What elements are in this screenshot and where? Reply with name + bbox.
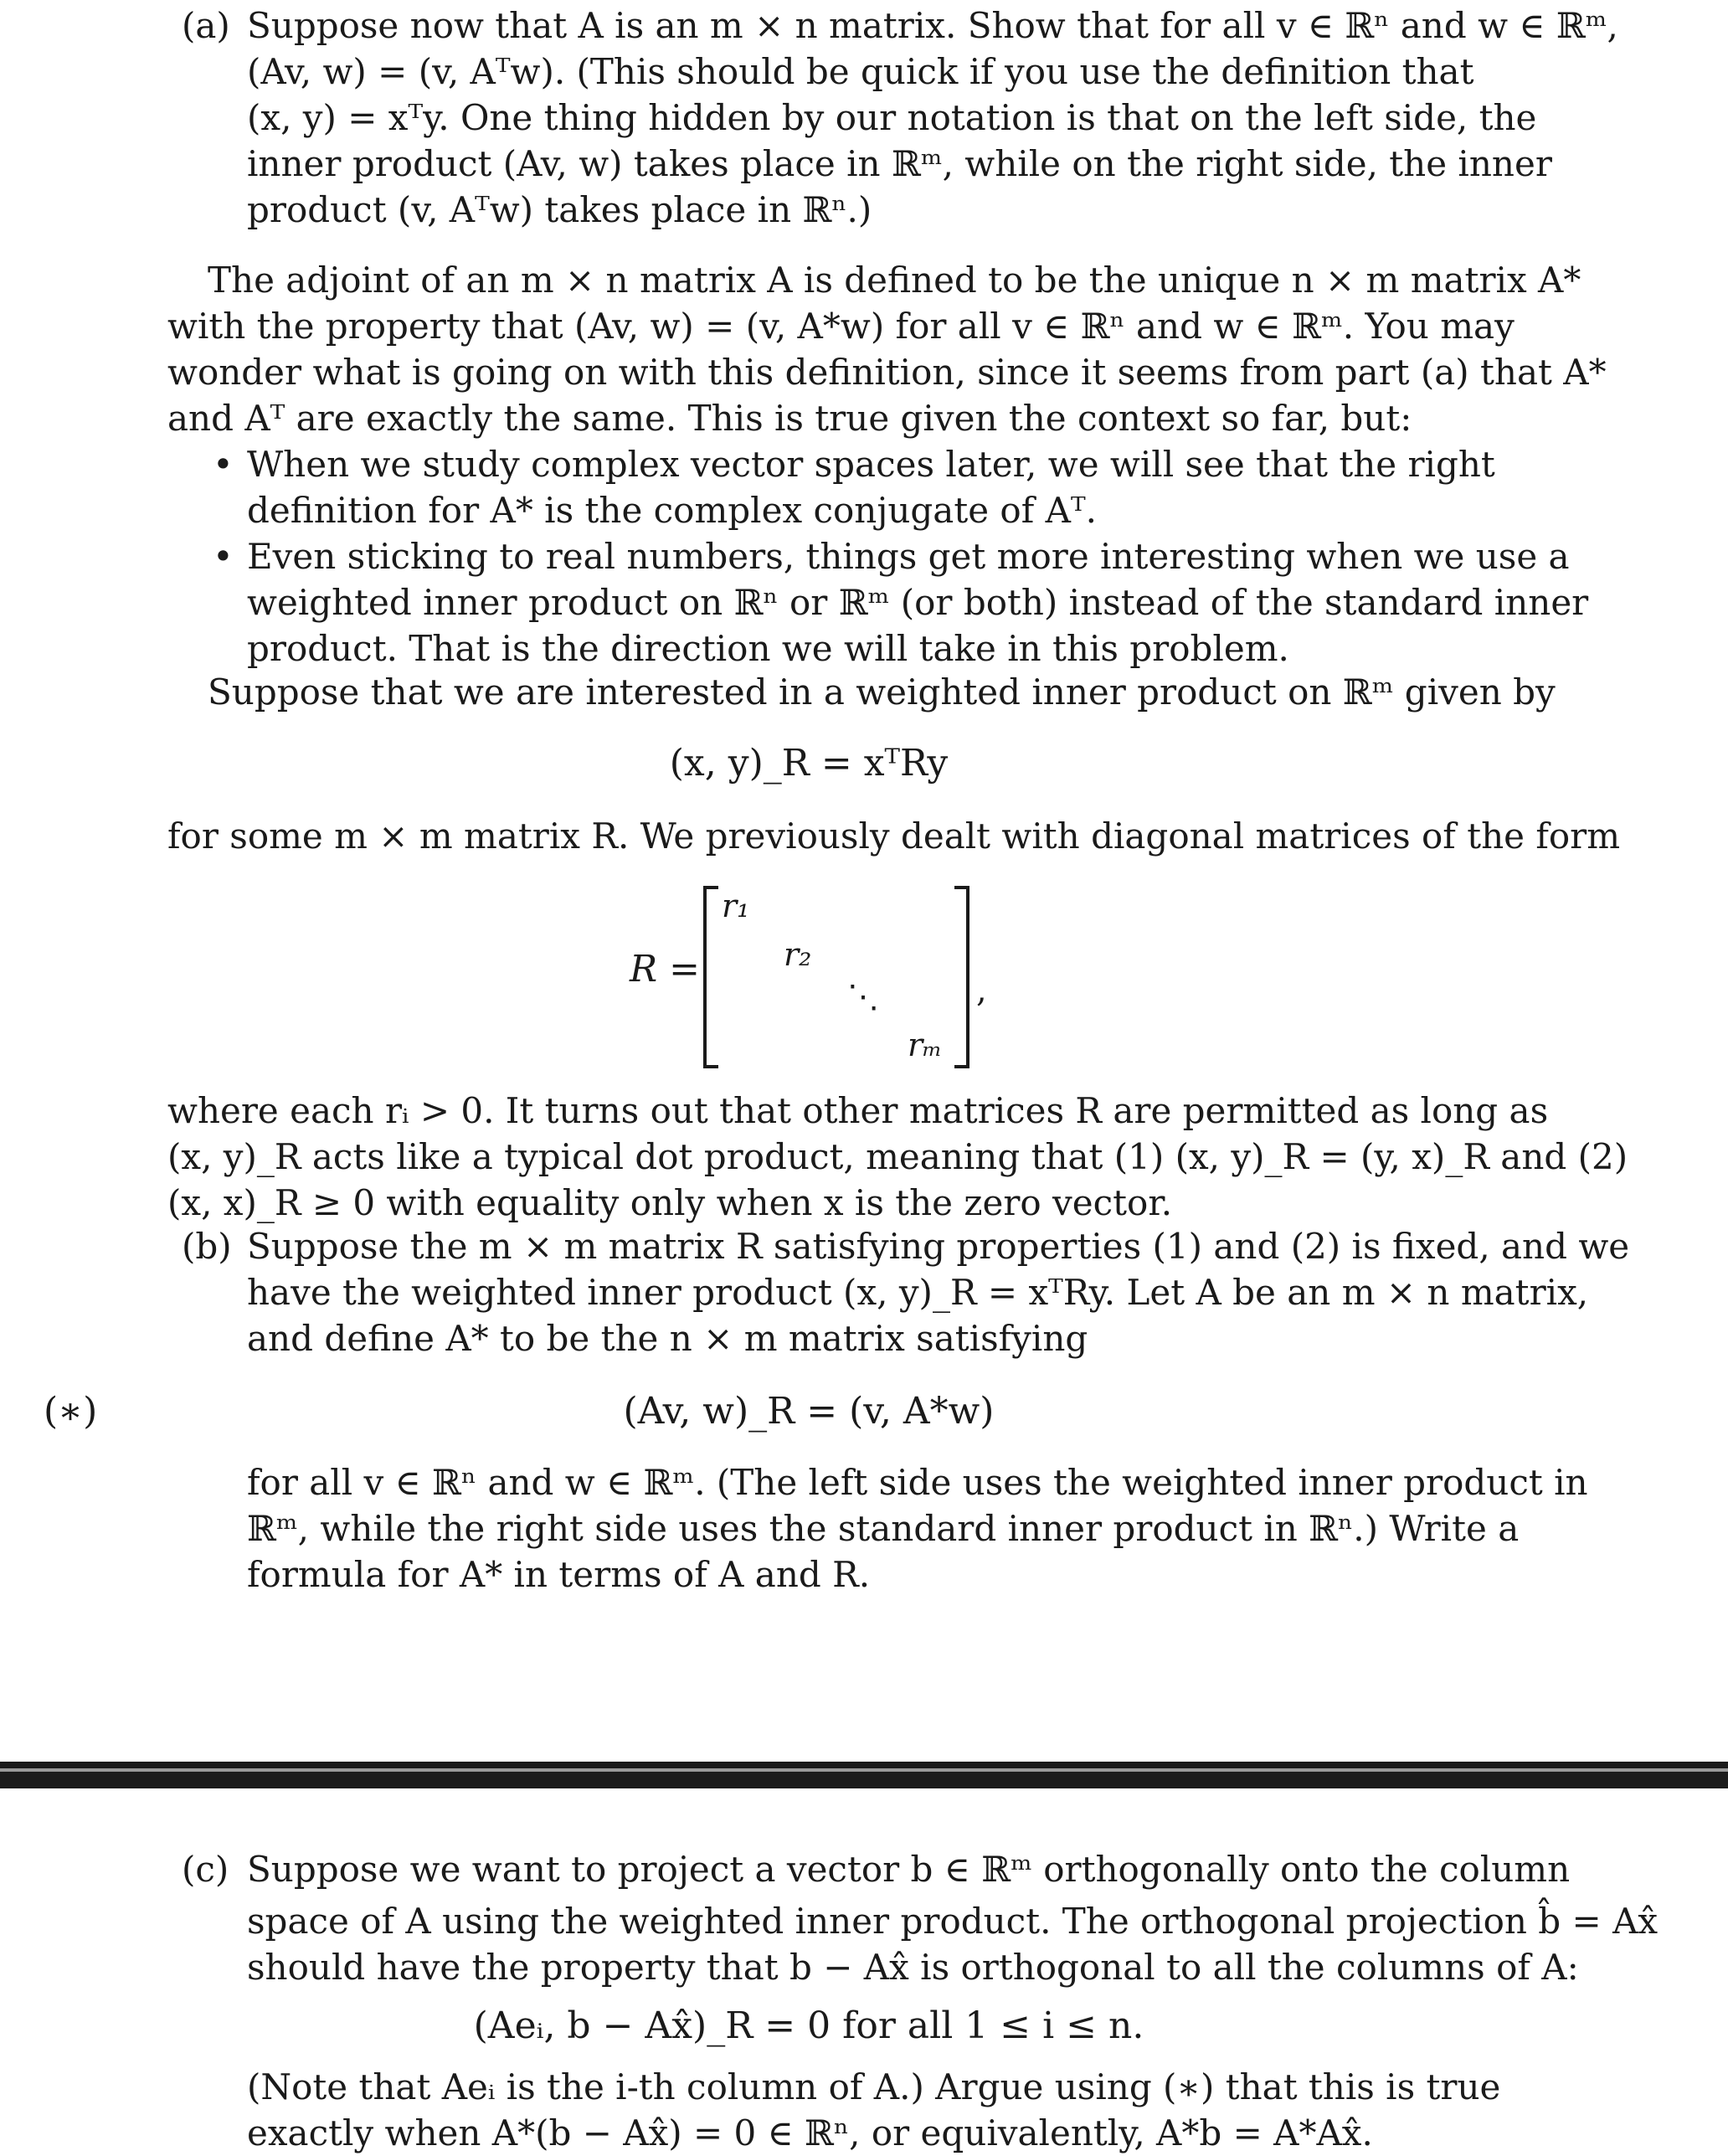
bullet-2-line-3: product. That is the direction we will take in this problem. <box>247 628 1289 669</box>
part-b-after-1: for all v ∈ ℝⁿ and w ∈ ℝᵐ. (The left side uses the weighted inner product in <box>247 1462 1588 1503</box>
where-line-1: where each rᵢ > 0. It turns out that other matrices R are permitted as long as <box>167 1090 1549 1131</box>
adjoint-line-2: with the property that (Av, w) = (v, A*w) for all v ∈ ℝⁿ and w ∈ ℝᵐ. You may <box>167 306 1515 347</box>
matrix-left-bracket <box>703 886 718 1068</box>
bullet-1-dot: • <box>213 444 234 485</box>
part-b-after-3: formula for A* in terms of A and R. <box>247 1554 871 1595</box>
part-c-after-1: (Note that Aeᵢ is the i-th column of A.) Argue using (∗) that this is true <box>247 2066 1501 2107</box>
adjoint-line-4: and Aᵀ are exactly the same. This is true given the context so far, but: <box>167 398 1412 439</box>
part-b-line-1: Suppose the m × m matrix R satisfying properties (1) and (2) is fixed, and we <box>247 1226 1630 1267</box>
part-b-after-2: ℝᵐ, while the right side uses the standard inner product in ℝⁿ.) Write a <box>247 1508 1520 1549</box>
part-a-line-5: product (v, Aᵀw) takes place in ℝⁿ.) <box>247 189 872 230</box>
part-b-line-2: have the weighted inner product (x, y)_R = xᵀRy. Let A be an m × n matrix, <box>247 1272 1589 1313</box>
weighted-formula: (x, y)_R = xᵀRy <box>669 742 949 785</box>
bullet-2-dot: • <box>213 536 234 577</box>
weighted-intro: Suppose that we are interested in a weighted inner product on ℝᵐ given by <box>208 671 1556 713</box>
bullet-1-line-2: definition for A* is the complex conjugate of Aᵀ. <box>247 490 1097 531</box>
star-equation: (Av, w)_R = (v, A*w) <box>623 1390 995 1433</box>
adjoint-line-1: The adjoint of an m × n matrix A is defined to be the unique n × m matrix A* <box>208 260 1581 301</box>
star-equation-tag: (∗) <box>44 1390 98 1433</box>
diag-intro: for some m × m matrix R. We previously dealt with diagonal matrices of the form <box>167 816 1621 857</box>
part-a-line-4: inner product (Av, w) takes place in ℝᵐ, while on the right side, the inner <box>247 143 1552 184</box>
matrix-diagonal-dots: ⋱ <box>847 978 879 1015</box>
where-line-3: (x, x)_R ≥ 0 with equality only when x is the zero vector. <box>167 1182 1173 1223</box>
part-a-label: (a) <box>182 5 230 46</box>
part-a-line-2: (Av, w) = (v, Aᵀw). (This should be quick if you use the definition that <box>247 51 1474 92</box>
page-divider <box>0 1762 1728 1788</box>
part-c-line-3: should have the property that b − Ax̂ is orthogonal to all the columns of A: <box>247 1947 1579 1988</box>
adjoint-line-3: wonder what is going on with this definition, since it seems from part (a) that A* <box>167 352 1607 393</box>
bullet-2-line-1: Even sticking to real numbers, things get more interesting when we use a <box>247 536 1570 577</box>
bullet-2-line-2: weighted inner product on ℝⁿ or ℝᵐ (or both) instead of the standard inner <box>247 582 1589 623</box>
matrix-trailing-comma: , <box>976 971 987 1010</box>
part-a-line-1: Suppose now that A is an m × n matrix. Show that for all v ∈ ℝⁿ and w ∈ ℝᵐ, <box>247 5 1618 46</box>
part-a-line-3: (x, y) = xᵀy. One thing hidden by our notation is that on the left side, the <box>247 97 1537 138</box>
part-c-line-2: space of A using the weighted inner product. The orthogonal projection b̂ = Ax̂ <box>247 1901 1659 1942</box>
matrix-right-bracket <box>954 886 969 1068</box>
part-c-line-1: Suppose we want to project a vector b ∈ ℝᵐ orthogonally onto the column <box>247 1849 1571 1890</box>
part-c-after-2: exactly when A*(b − Ax̂) = 0 ∈ ℝⁿ, or equivalently, A*b = A*Ax̂. <box>247 2112 1373 2153</box>
matrix-lhs <box>630 944 700 995</box>
where-line-2: (x, y)_R acts like a typical dot product, meaning that (1) (x, y)_R = (y, x)_R and (2) <box>167 1136 1628 1177</box>
part-c-label: (c) <box>182 1849 229 1890</box>
matrix-entry-rm: rₘ <box>908 1027 943 1063</box>
part-b-label: (b) <box>182 1226 232 1267</box>
part-b-line-3: and define A* to be the n × m matrix satisfying <box>247 1318 1088 1359</box>
matrix-lhs-symbol: R <box>630 948 658 991</box>
matrix-equals: = <box>669 948 701 991</box>
bullet-1-line-1: When we study complex vector spaces later, we will see that the right <box>247 444 1495 485</box>
part-c-equation: (Aeᵢ, b − Ax̂)_R = 0 for all 1 ≤ i ≤ n. <box>473 2004 1144 2047</box>
matrix-entry-r1: r₁ <box>722 888 750 924</box>
matrix-entry-r2: r₂ <box>784 936 812 973</box>
